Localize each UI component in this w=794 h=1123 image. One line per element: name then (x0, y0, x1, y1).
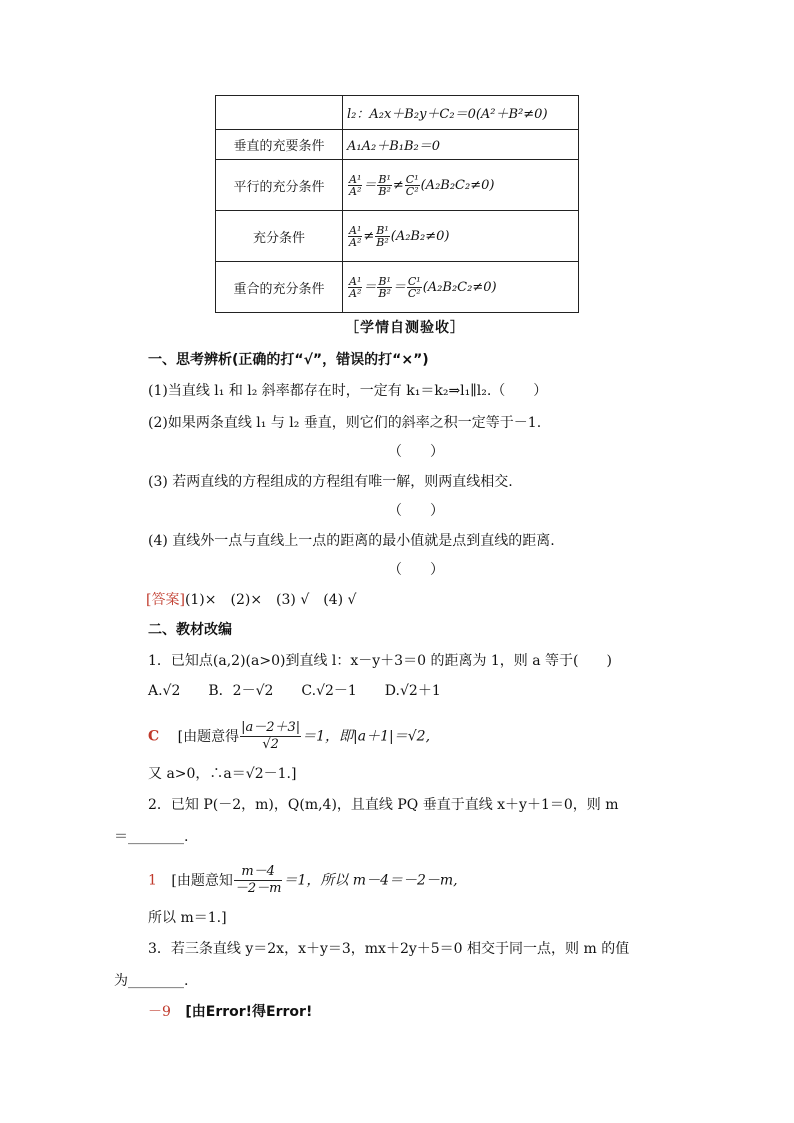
part1-heading: 一、思考辨析(正确的打“√”，错误的打“×”) (148, 352, 429, 368)
answer-value: －9 (148, 1004, 171, 1020)
problem-2-question-line2: ＝________. (114, 829, 189, 845)
answer-letter: C (148, 728, 160, 745)
question-3: (3) 若两直线的方程组成的方程组有唯一解，则两直线相交. (148, 474, 513, 490)
part2-heading: 二、教材改编 (148, 622, 232, 638)
table-row (216, 96, 579, 130)
answer-blank-3: （ ） (388, 503, 444, 519)
table-row (216, 262, 579, 313)
answer-text: (1)× (2)× (3) √ (4) √ (184, 592, 357, 608)
problem-3-question: 3．若三条直线 y＝2x，x＋y＝3，mx＋2y＋5＝0 相交于同一点，则 m 的值 (148, 941, 630, 957)
fraction: $\frac{\text{C¹}}{\text{C²}}$ (405, 172, 419, 198)
problem-3-solution: －9 [由Error!得Error! (148, 1004, 313, 1020)
answer-tag: [答案] (146, 592, 185, 608)
fraction: $\frac{\text{B¹}}{\text{B²}}$ (378, 172, 391, 198)
section-title: ［学情自测验收］ (345, 320, 465, 336)
problem-1-question: 1．已知点(a,2)(a>0)到直线 l：x－y＋3＝0 的距离为 1，则 a 等于( ) (148, 653, 612, 669)
problem-2-question: 2．已知 P(－2，m)，Q(m,4)，且直线 PQ 垂直于直线 x＋y＋1＝0，则 m (148, 797, 619, 813)
fraction: $\frac{|a-2+3|}{√2}$ (241, 720, 301, 752)
answer-blank-2: （ ） (388, 444, 444, 460)
row-formula: $\frac{\text{A¹}}{\text{A²}}$ ＝ $\frac{\text{B¹}}{\text{B²}}$ ＝ $\frac{\text{C¹}}{\text{C²}}$ (A₂B₂C₂≠0) (343, 262, 579, 313)
table-row (216, 130, 579, 160)
fraction: $\frac{\text{C¹}}{\text{C²}}$ (407, 274, 421, 300)
problem-1-options: A.√2 B．2－√2 C.√2－1 D.√2＋1 (148, 683, 441, 699)
problem-2-solution: 1 [由题意知 $\frac{m-4}{-2-m}$ ＝1，所以 m－4＝－2－m, (148, 864, 458, 896)
question-4: (4) 直线外一点与直线上一点的距离的最小值就是点到直线的距离. (148, 533, 555, 549)
row-label: 垂直的充要条件 (216, 130, 343, 160)
problem-2-solution-line2: 所以 m＝1.] (148, 910, 227, 926)
table-header-empty (216, 96, 343, 130)
fraction: $\frac{\text{A¹}}{\text{A²}}$ (349, 274, 362, 300)
table-row (216, 160, 579, 211)
problem-1-solution: C [由题意得 $\frac{|a-2+3|}{√2}$ ＝1，即|a＋1|＝√2, (148, 720, 431, 752)
question-2: (2)如果两条直线 l₁ 与 l₂ 垂直，则它们的斜率之积一定等于－1. (148, 415, 542, 431)
answer-blank-4: （ ） (388, 562, 444, 578)
table-row (216, 211, 579, 262)
problem-1-solution-line2: 又 a>0，∴a＝√2－1.] (148, 766, 297, 782)
fraction: $\frac{\text{A¹}}{\text{A²}}$ (349, 172, 362, 198)
table-header-formula: l₂：A₂x＋B₂y＋C₂＝0(A²＋B²≠0) (343, 96, 579, 130)
fraction: $\frac{\text{A¹}}{\text{A²}}$ (349, 223, 362, 249)
row-label: 重合的充分条件 (216, 262, 343, 313)
row-label: 充分条件 (216, 211, 343, 262)
problem-3-question-line2: 为________. (114, 973, 189, 989)
row-formula: $\frac{\text{A¹}}{\text{A²}}$ ＝ $\frac{\text{B¹}}{\text{B²}}$ ≠ $\frac{\text{C¹}}{\text{C²}}$ (A₂B₂C₂≠0) (343, 160, 579, 211)
fraction: $\frac{m-4}{-2-m}$ (234, 864, 282, 896)
fraction: $\frac{\text{B¹}}{\text{B²}}$ (378, 274, 391, 300)
question-1: (1)当直线 l₁ 和 l₂ 斜率都存在时，一定有 k₁＝k₂⇒l₁∥l₂.（ ） (148, 383, 548, 399)
answer-line (146, 590, 356, 610)
answer-value: 1 (148, 872, 157, 889)
conditions-table (215, 95, 579, 313)
fraction: $\frac{\text{B¹}}{\text{B²}}$ (376, 223, 389, 249)
row-formula: A₁A₂＋B₁B₂＝0 (343, 130, 579, 160)
row-label: 平行的充分条件 (216, 160, 343, 211)
row-formula: $\frac{\text{A¹}}{\text{A²}}$ ≠ $\frac{\text{B¹}}{\text{B²}}$ (A₂B₂≠0) (343, 211, 579, 262)
